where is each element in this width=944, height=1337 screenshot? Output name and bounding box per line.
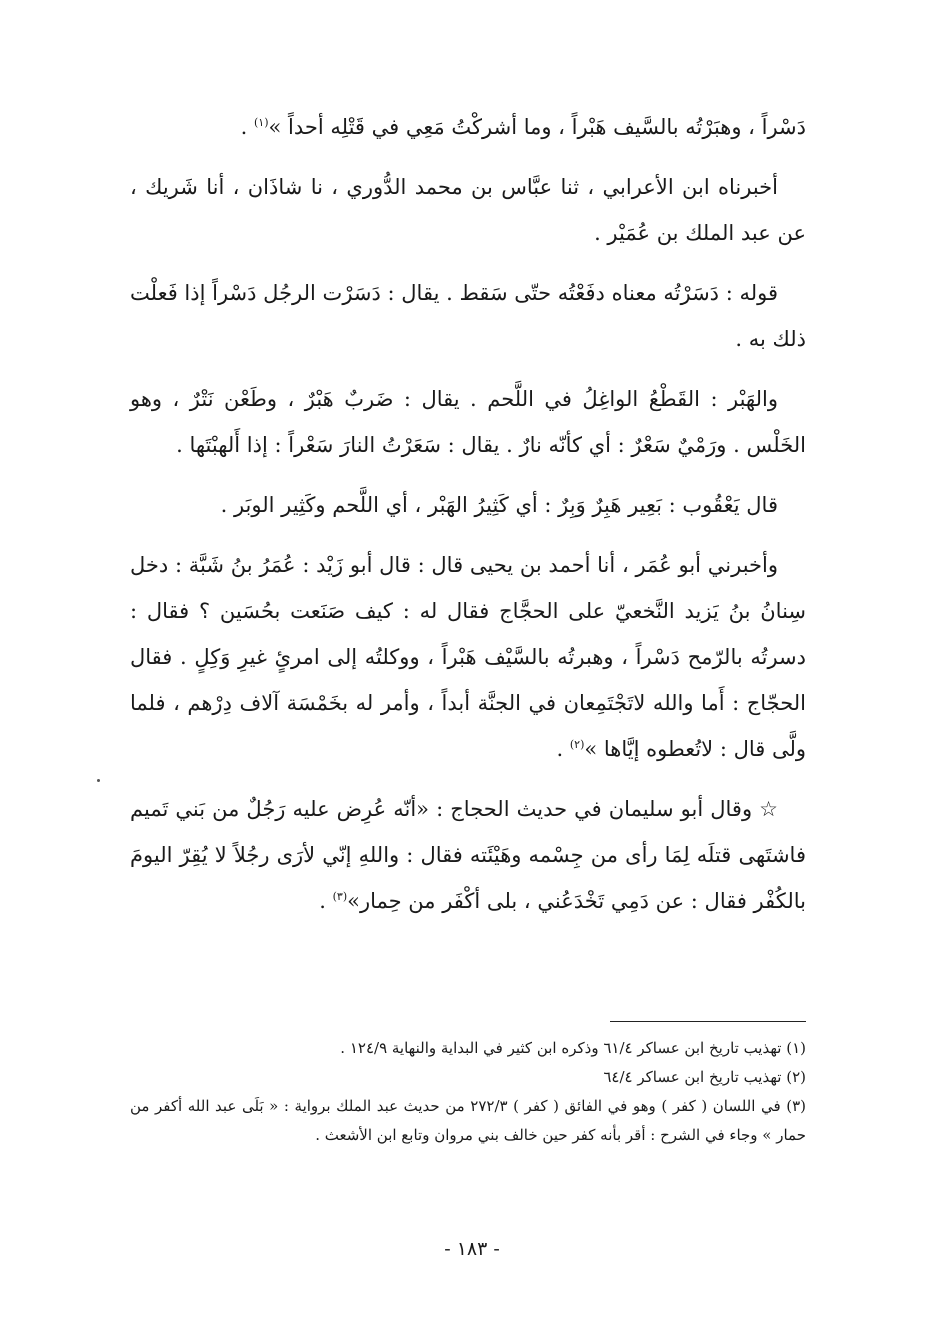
footnote-2: (٢) تهذيب تاريخ ابن عساكر ٦٤/٤ — [603, 1068, 806, 1086]
footnote-marker-3: (٣) — [332, 890, 348, 903]
footnote-1: (١) تهذيب تاريخ ابن عساكر ٦١/٤ وذكره ابن كثير في البداية والنهاية ١٢٤/٩ . — [340, 1039, 806, 1057]
paragraph-6: وأخبرني أبو عُمَر ، أنا أحمد بن يحيى قال : قال أبو زَيْد : عُمَرُ بنُ شَبَّة : دخل سِنانُ بنُ يَزيد النَّخعيّ على الحجَّاج فقال له : كيف صَنَعت بحُسَين ؟ فقال : دسرتُه بالرّمح دَسْراً ، وهبرتُه بالسَّيْف هَبْراً ، ووكلتُه إلى امرئٍ غيرِ وَكِلٍ . فقال الحجّاج : أَما والله لاتَجْتَمِعان في الجنَّة أبداً ، وأمر له بخَمْسَة آلاف دِرْهم ، فلما ولَّى قال : لاتُعطوه إيَّاها »$^{(٢)}$ . — [130, 553, 806, 761]
paragraph-4: والهَبْر : القَطْعُ الواغِلُ في اللَّحم . يقال : ضَربٌ هَبْرٌ ، وطَعْن نَتْرٌ ، وهو الخَلْس . ورَمْيٌ سَعْرٌ : أي كأنّه نارٌ . يقال : سَعَرْتُ النارَ سَعْراً : إذا أَلهبْتَها . — [130, 387, 806, 457]
paragraph-5: قال يَعْقُوب : بَعِير هَبِرٌ وَبِرٌ : أي كَثِيرُ الهَبْر ، أي اللَّحم وكَثِير الوبَر . — [220, 493, 778, 517]
footnote-marker-1: (١) — [253, 116, 269, 129]
paragraph-2: أخبرناه ابن الأعرابي ، ثنا عبَّاس بن محمد الدُّوري ، نا شاذَان ، أنا شَريك ، عن عبد الملك بن عُمَيْر . — [130, 175, 806, 245]
footnote-separator — [610, 1021, 806, 1022]
paragraph-1: دَسْراً ، وهبَرْتُه بالسَّيف هَبْراً ، وما أشركْتُ مَعِي في قَتْلِه أحداً »$^{(١)}$ . — [240, 115, 806, 139]
footnote-marker-2: (٢) — [569, 738, 585, 751]
footnotes — [130, 1034, 806, 1150]
paragraph-7: ☆ وقال أبو سليمان في حديث الحجاج : «أنّه عُرِض عليه رَجُلٌ من بَني تَميم فاشتَهى قتلَه لِمَا رأى من جِسْمه وهَيْئَته فقال : واللهِ إنّي لأرَى رجُلاً لا يُقِرّ اليومَ بالكُفْر فقال : عن دَمِي تَخْدَعُني ، بلى أكْفَر من حِمار»$^{(٣)}$ . — [130, 797, 806, 913]
page-number: - ١٨٣ - — [444, 1238, 500, 1260]
paragraph-3: قوله : دَسَرْتُه معناه دفَعْتُه حتّى سَقط . يقال : دَسَرْت الرجُل دَسْراً إذا فَعلْت ذلك به . — [130, 281, 806, 351]
main-text — [130, 104, 806, 938]
footnote-3: (٣) في اللسان ( كفر ) وهو في الفائق ( كفر ) ٢٧٢/٣ من حديث عبد الملك برواية : « بَلَى عبد الله أكفر من حمار » وجاء في الشرح : أقر بأنه كفر حين خالف بني مروان وتابع ابن الأشعث . — [130, 1097, 806, 1144]
margin-dot — [97, 779, 100, 782]
